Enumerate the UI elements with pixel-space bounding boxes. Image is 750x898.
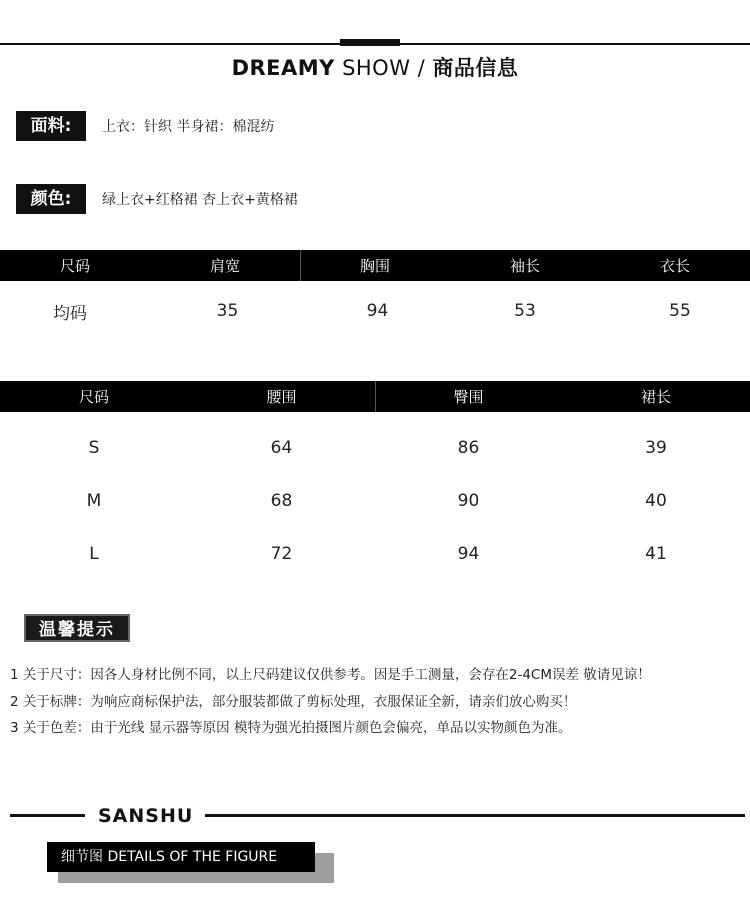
title-slash: /	[417, 56, 426, 80]
table-cell: S	[88, 438, 100, 458]
tip-label: 2 关于标牌：为响应商标保护法，部分服装都做了剪标处理，衣服保证全新，请亲们放心购买！	[10, 694, 577, 710]
table-cell: 68	[270, 491, 293, 511]
table-cell: 均码	[53, 303, 87, 324]
title-zh: 商品信息	[432, 56, 519, 80]
header-cell-size: 尺码	[59, 257, 90, 275]
table-cell: 53	[514, 301, 536, 321]
header-divider	[300, 250, 301, 281]
brand-name: DREAMY	[231, 56, 335, 80]
header-cell-skirt-length: 裙长	[640, 388, 671, 406]
header-divider-tab	[340, 39, 400, 46]
header-divider	[375, 381, 376, 412]
table-cell: 64	[270, 438, 293, 458]
table-row	[0, 412, 750, 476]
header-cell-size: 尺码	[78, 388, 109, 406]
footer-line-right	[205, 814, 745, 817]
footer-brand: SANSHU	[98, 805, 194, 827]
top-size-table	[0, 250, 750, 341]
table-row	[0, 476, 750, 526]
table-cell: 41	[645, 544, 667, 564]
detail-label: 细节图 DETAILS OF THE FIGURE	[47, 842, 315, 872]
table-cell: L	[89, 544, 99, 564]
footer-line-left	[10, 814, 85, 817]
material-value: 上衣：针织 半身裙：棉混纺	[102, 119, 275, 135]
table-cell: 35	[216, 301, 239, 321]
header-cell-sleeve: 袖长	[509, 257, 540, 275]
header-cell-shoulder: 肩宽	[209, 257, 240, 275]
table-row	[0, 281, 750, 341]
header-cell-chest: 胸围	[359, 257, 390, 275]
material-row	[16, 111, 274, 141]
table-cell: 94	[457, 544, 480, 564]
material-label: 面料:	[16, 111, 86, 141]
color-value: 绿上衣+红格裙 杏上衣+黄格裙	[102, 192, 298, 208]
table-cell: 90	[457, 491, 480, 511]
top-table-header	[0, 250, 750, 281]
color-label: 颜色:	[16, 184, 86, 214]
page-title	[0, 52, 750, 82]
tips-title: 温馨提示	[24, 614, 130, 642]
table-row	[0, 526, 750, 582]
color-row	[16, 184, 298, 214]
header-cell-waist: 腰围	[266, 388, 297, 406]
table-cell: 72	[270, 544, 293, 564]
skirt-table-header	[0, 381, 750, 412]
table-cell: 94	[366, 301, 389, 321]
header-cell-length: 衣长	[659, 257, 690, 275]
brand-show: SHOW	[342, 56, 411, 80]
table-cell: 55	[669, 301, 691, 321]
header-cell-hip: 臀围	[453, 388, 484, 406]
skirt-size-table	[0, 381, 750, 582]
table-cell: 40	[645, 491, 667, 511]
table-cell: M	[86, 491, 102, 511]
table-cell: 39	[645, 438, 667, 458]
table-cell: 86	[457, 438, 480, 458]
tip-color: 3 关于色差：由于光线 显示器等原因 模特为强光拍摄图片颜色会偏亮，单品以实物颜色为准。	[10, 720, 572, 736]
tip-size: 1 关于尺寸：因各人身材比例不同，以上尺码建议仅供参考。因是手工测量，会存在2-4CM误差 敬请见谅！	[10, 667, 651, 683]
